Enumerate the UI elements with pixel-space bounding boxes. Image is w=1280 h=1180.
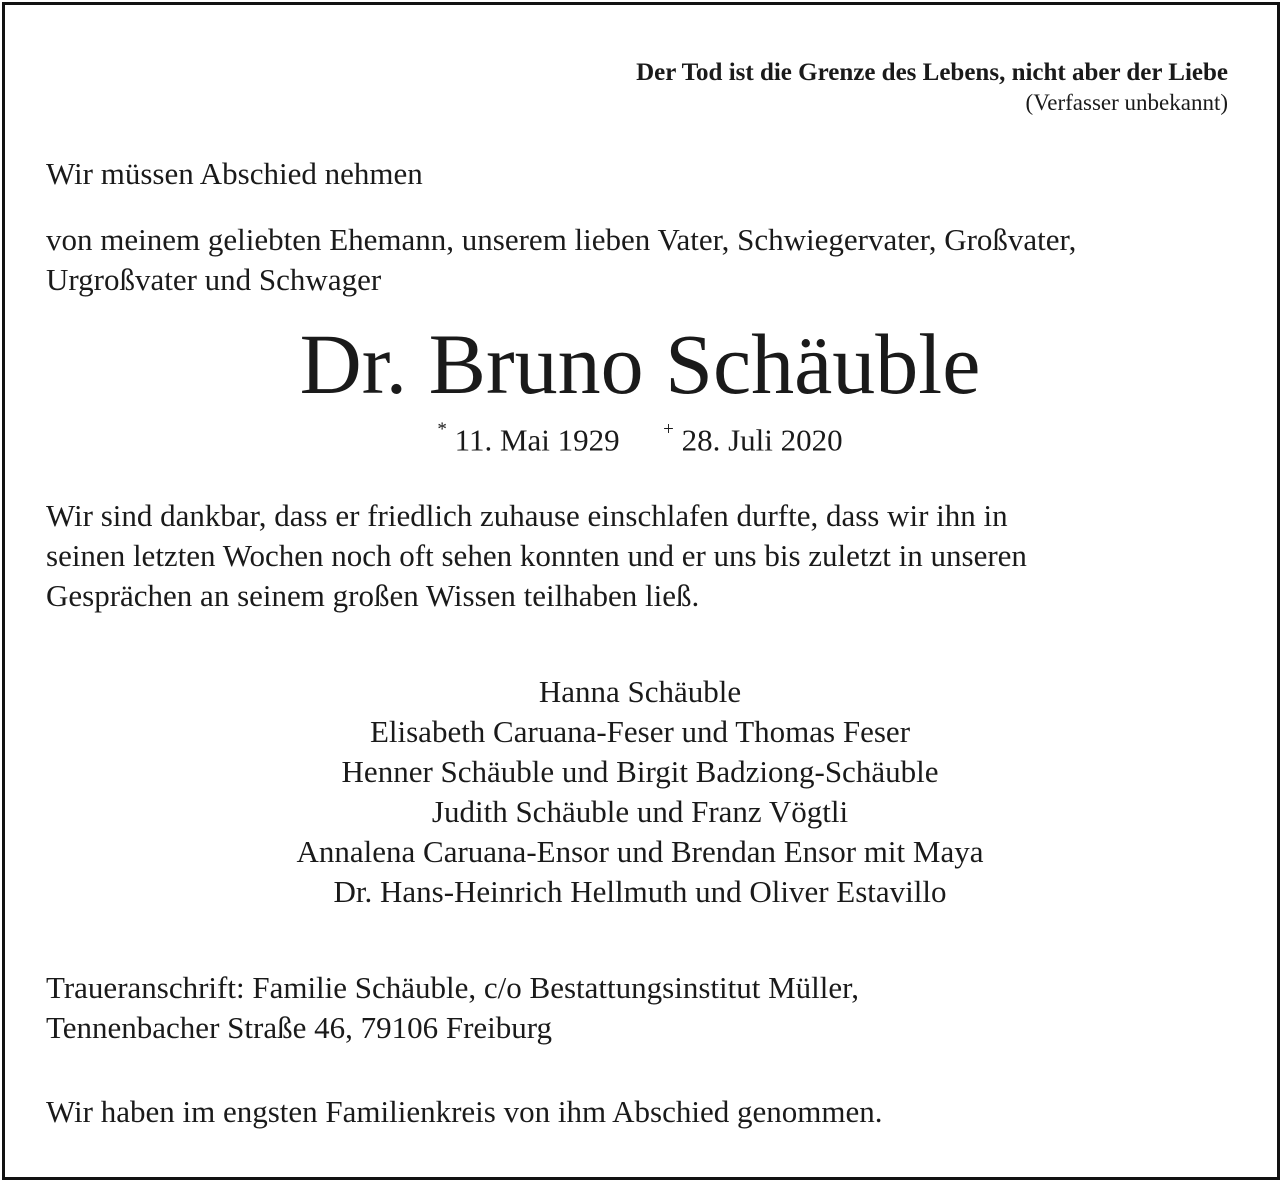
address-line-2: Tennenbacher Straße 46, 79106 Freiburg — [46, 1010, 553, 1045]
mourner-name: Dr. Hans-Heinrich Hellmuth und Oliver Estavillo — [333, 874, 947, 909]
intro-text: Wir müssen Abschied nehmen — [46, 156, 423, 191]
gratitude-line-2: seinen letzten Wochen noch oft sehen konnten und er uns bis zuletzt in unseren — [46, 538, 1027, 573]
motto-quote: Der Tod ist die Grenze des Lebens, nicht aber der Liebe — [636, 59, 1228, 86]
life-dates — [0, 414, 1280, 460]
mourners-list — [0, 672, 1280, 912]
deceased-name: Dr. Bruno Schäuble — [299, 316, 981, 412]
mourner-name: Henner Schäuble und Birgit Badziong-Schäuble — [341, 754, 939, 789]
birth-date: 11. Mai 1929 — [454, 422, 620, 458]
birth-symbol: * — [437, 419, 447, 440]
mourner-name: Hanna Schäuble — [538, 674, 742, 709]
motto-author: (Verfasser unbekannt) — [1025, 90, 1228, 115]
closing-text: Wir haben im engsten Familienkreis von ihm Abschied genommen. — [46, 1094, 883, 1129]
gratitude-line-1: Wir sind dankbar, dass er friedlich zuhause einschlafen durfte, dass wir ihn in — [46, 498, 1008, 533]
mourner-name: Elisabeth Caruana-Feser und Thomas Feser — [369, 714, 911, 749]
death-date: 28. Juli 2020 — [681, 422, 843, 458]
mourner-name: Judith Schäuble und Franz Vögtli — [431, 794, 849, 829]
gratitude-line-3: Gesprächen an seinem großen Wissen teilhaben ließ. — [46, 578, 700, 613]
relation-line-1: von meinem geliebten Ehemann, unserem lieben Vater, Schwiegervater, Großvater, — [46, 222, 1077, 257]
relation-line-2: Urgroßvater und Schwager — [46, 262, 382, 297]
address-line-1: Traueranschrift: Familie Schäuble, c/o Bestattungsinstitut Müller, — [46, 970, 859, 1005]
mourner-name: Annalena Caruana-Ensor und Brendan Ensor mit Maya — [296, 834, 984, 869]
motto — [636, 58, 1228, 118]
death-symbol: + — [663, 419, 674, 440]
